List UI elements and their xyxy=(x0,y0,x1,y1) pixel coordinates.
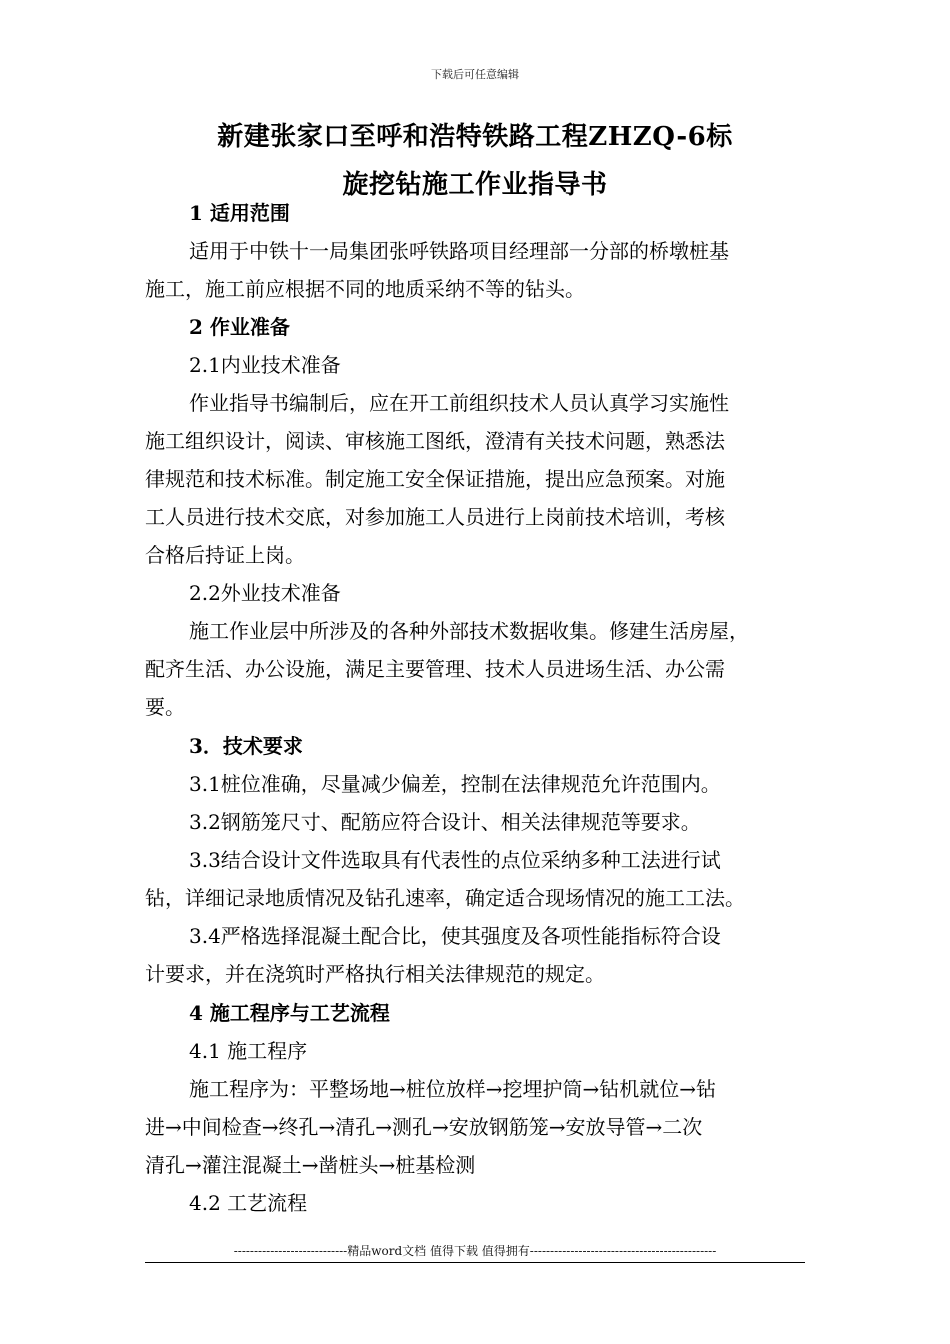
footer-rule xyxy=(145,1262,805,1263)
paragraph-line: 3.1桩位准确，尽量减少偏差，控制在法律规范允许范围内。 xyxy=(189,772,721,796)
paragraph-line: 作业指导书编制后，应在开工前组织技术人员认真学习实施性 xyxy=(189,391,729,415)
paragraph-line: 3.3结合设计文件选取具有代表性的点位采纳多种工法进行试 xyxy=(189,848,721,872)
section-heading-2: 2 作业准备 xyxy=(189,315,290,339)
page-header: 下载后可任意编辑 xyxy=(431,68,519,81)
paragraph-line: 适用于中铁十一局集团张呼铁路项目经理部一分部的桥墩桩基 xyxy=(189,239,729,263)
subsection-heading-4-2: 4.2 工艺流程 xyxy=(189,1191,308,1215)
subsection-heading-2-1: 2.1内业技术准备 xyxy=(189,353,341,377)
paragraph-line: 施工程序为：平整场地→桩位放样→挖埋护筒→钻机就位→钻 xyxy=(189,1077,717,1101)
section-heading-1: 1 适用范围 xyxy=(189,201,290,225)
paragraph-line: 钻，详细记录地质情况及钻孔速率，确定适合现场情况的施工工法。 xyxy=(145,886,745,910)
subsection-heading-4-1: 4.1 施工程序 xyxy=(189,1039,308,1063)
paragraph-line: 清孔→灌注混凝土→凿桩头→桩基检测 xyxy=(145,1153,476,1177)
paragraph-line: 律规范和技术标准。制定施工安全保证措施，提出应急预案。对施 xyxy=(145,467,725,491)
paragraph-line: 3.2钢筋笼尺寸、配筋应符合设计、相关法律规范等要求。 xyxy=(189,810,701,834)
section-heading-3: 3．技术要求 xyxy=(189,734,303,758)
section-heading-4: 4 施工程序与工艺流程 xyxy=(189,1001,390,1025)
paragraph-line: 合格后持证上岗。 xyxy=(145,543,305,567)
page-footer: ----------------------------精品word文档 值得下载 值得拥有---------------------------------------------- xyxy=(233,1244,717,1258)
subsection-heading-2-2: 2.2外业技术准备 xyxy=(189,581,341,605)
document-title-line1: 新建张家口至呼和浩特铁路工程ZHZQ-6标 xyxy=(217,122,733,152)
paragraph-line: 施工组织设计，阅读、审核施工图纸，澄清有关技术问题，熟悉法 xyxy=(145,429,725,453)
paragraph-line: 3.4严格选择混凝土配合比，使其强度及各项性能指标符合设 xyxy=(189,924,721,948)
paragraph-line: 施工作业层中所涉及的各种外部技术数据收集。修建生活房屋， xyxy=(189,619,749,643)
paragraph-line: 计要求，并在浇筑时严格执行相关法律规范的规定。 xyxy=(145,962,605,986)
paragraph-line: 工人员进行技术交底，对参加施工人员进行上岗前技术培训，考核 xyxy=(145,505,725,529)
document-title-line2: 旋挖钻施工作业指导书 xyxy=(342,170,608,200)
paragraph-line: 进→中间检查→终孔→清孔→测孔→安放钢筋笼→安放导管→二次 xyxy=(145,1115,703,1139)
paragraph-line: 施工，施工前应根据不同的地质采纳不等的钻头。 xyxy=(145,277,585,301)
paragraph-line: 要。 xyxy=(145,695,185,719)
paragraph-line: 配齐生活、办公设施，满足主要管理、技术人员进场生活、办公需 xyxy=(145,657,725,681)
